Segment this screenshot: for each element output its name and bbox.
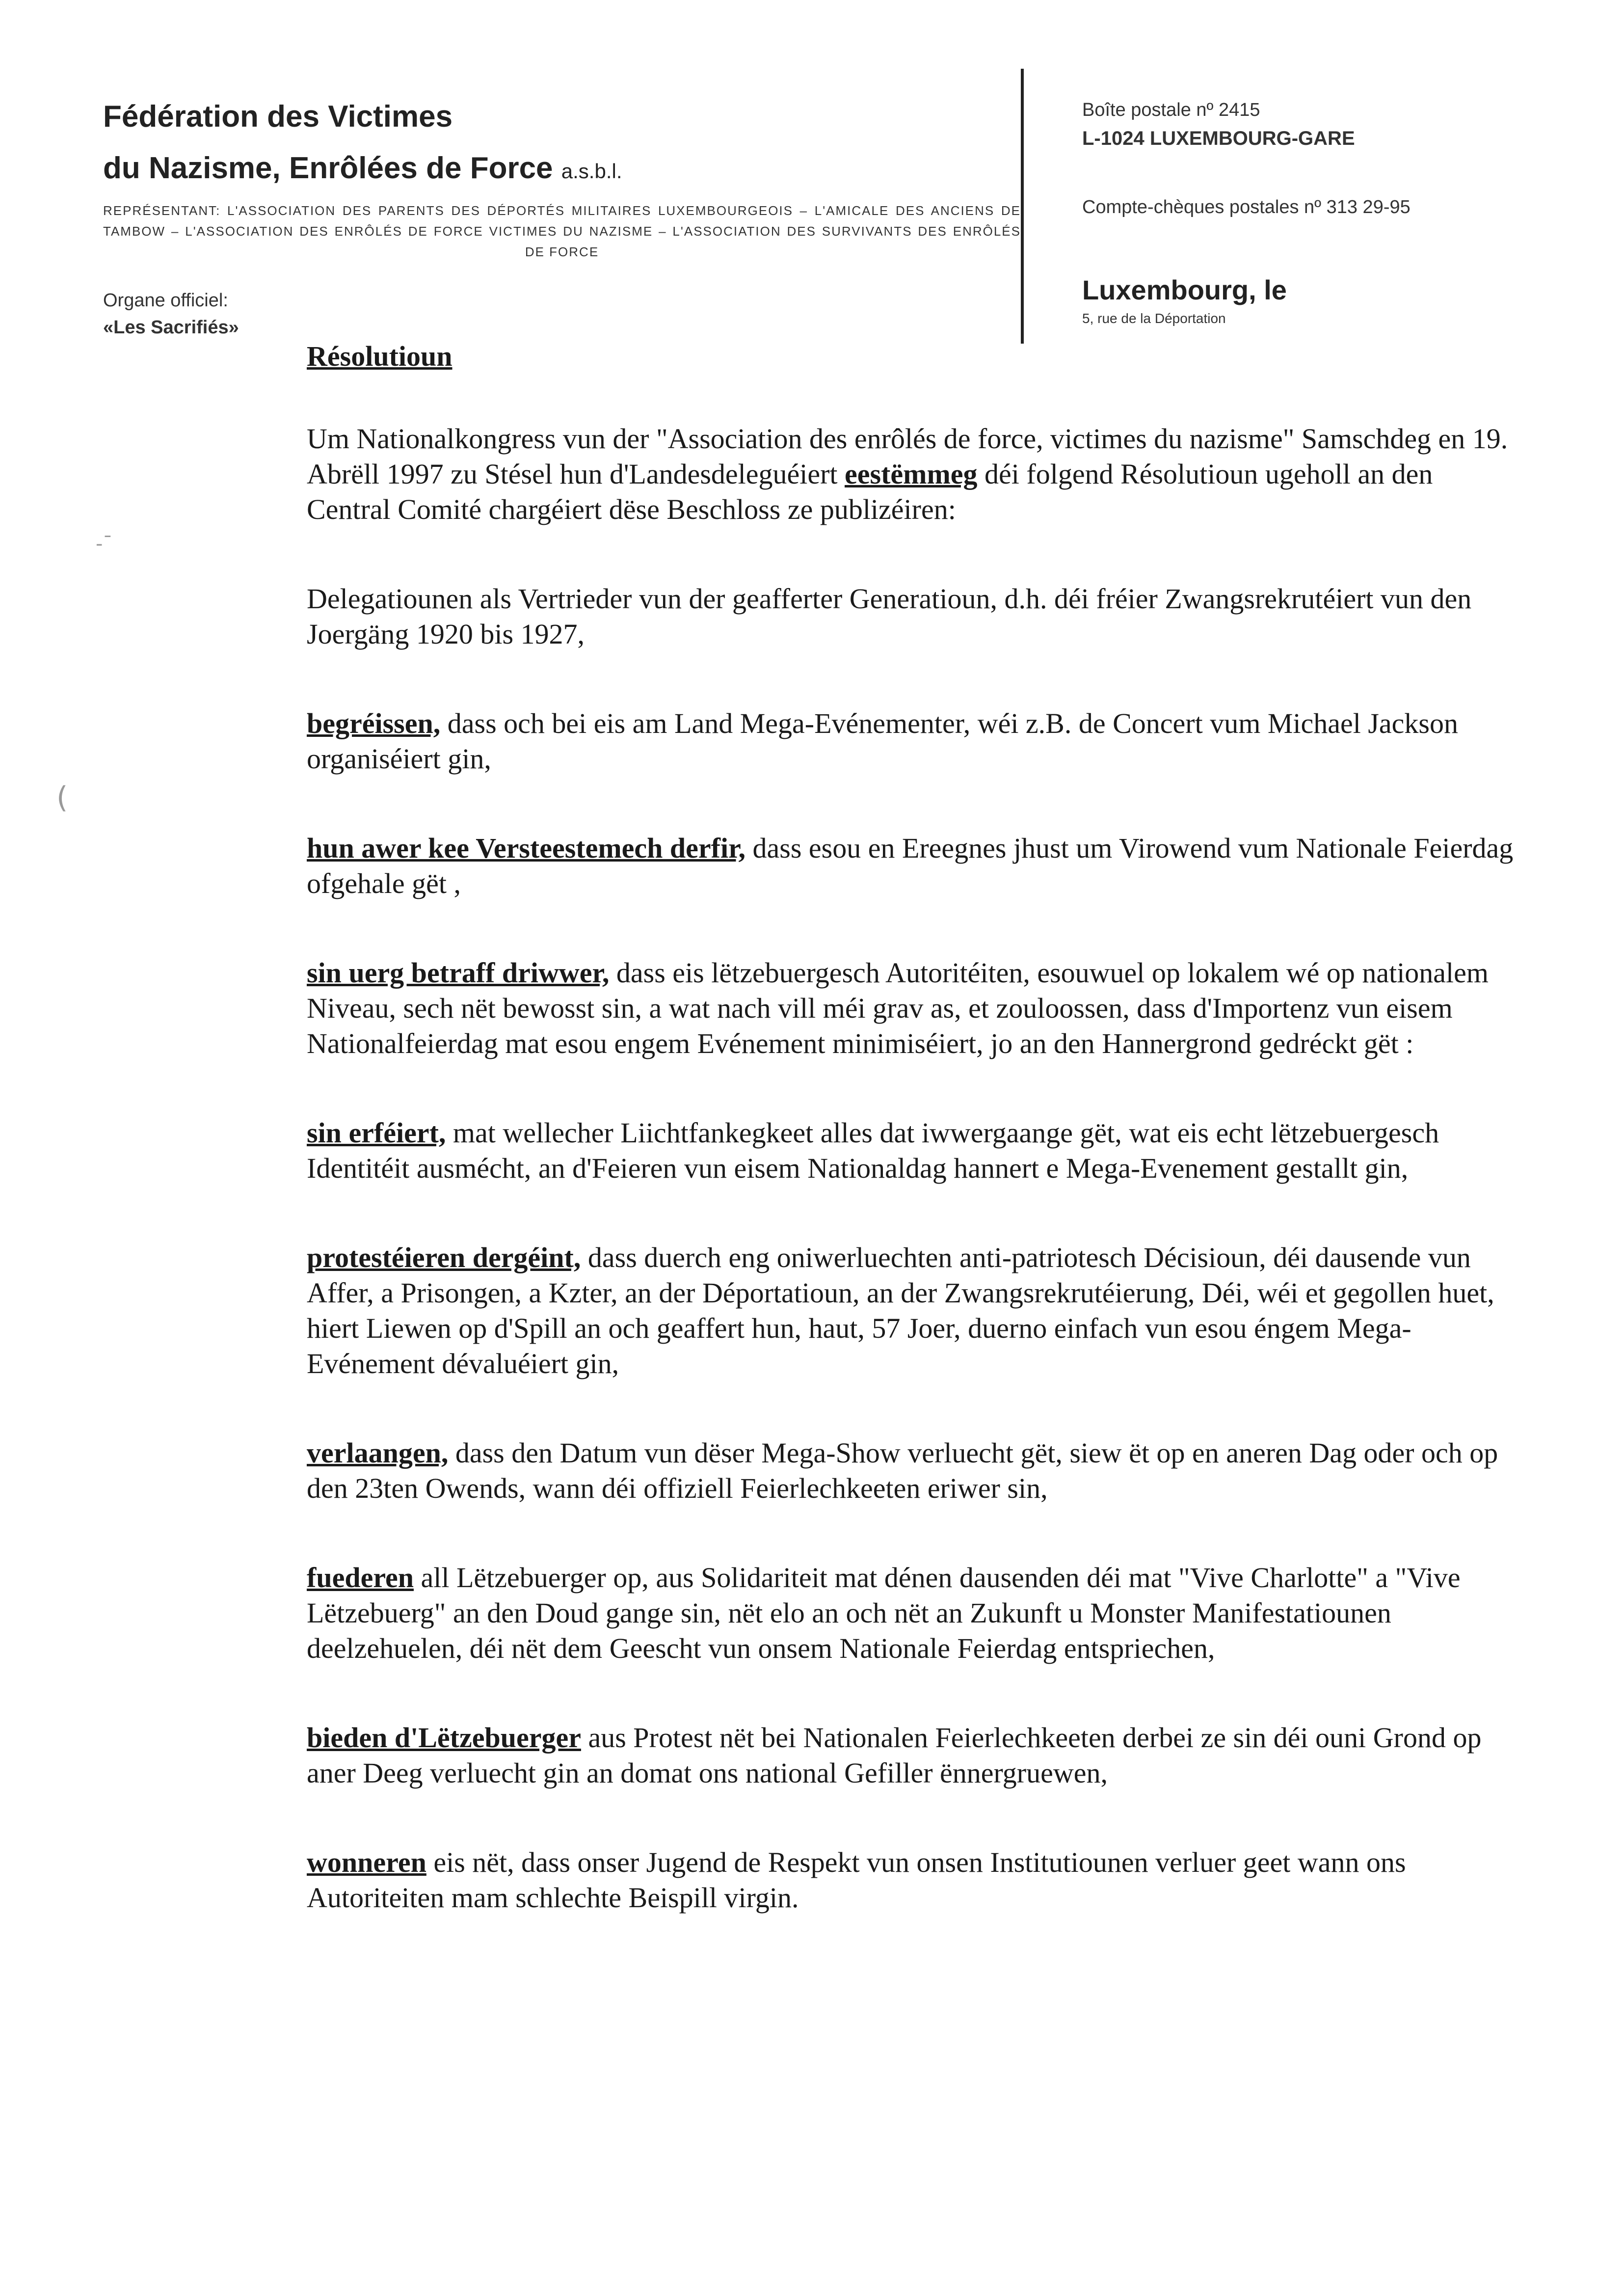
delegation-paragraph: Delegatiounen als Vertrieder vun der geafferter Generatioun, d.h. déi fréier Zwangsrekrutéiert vun den Joergäng 1920 bis 1927, xyxy=(307,583,1472,650)
paragraph-text: all Lëtzebuerger op, aus Solidariteit mat dénen dausenden déi mat "Vive Charlotte" a "Vive Lëtzebuerg" an den Doud gange sin, nët elo an och nët an Zukunft u Monster Manifestatiounen deelzehuelen, déi nët dem Geescht vun onsem Nationale Feierdag entspriechen, xyxy=(307,1562,1461,1664)
paragraph-keyword: fuederen xyxy=(307,1562,414,1594)
intro-text-after: déi folgend Résolutioun ugeholl an den Central Comité chargéiert dëse Beschloss ze publizéiren: xyxy=(307,458,1433,525)
resolution-paragraph xyxy=(307,1560,1514,1666)
organe-block xyxy=(103,287,447,341)
paragraph-text: dass duerch eng oniwerluechten anti-patriotesch Décisioun, déi dausende vun Affer, a Prisongen, a Kzter, an der Déportatioun, an der Zwangsrekrutéierung, Déi, wéi et gegollen huet, hiert Liewen op d'Spill an och geaffert hun, haut, 57 Joer, duerno einfach vun esou éngem Mega-Evénement dévaluéiert gin, xyxy=(307,1242,1494,1379)
paragraph-keyword: wonneren xyxy=(307,1846,426,1878)
intro-keyword: eestëmmeg xyxy=(845,458,978,490)
intro-paragraph xyxy=(307,421,1514,527)
representant-text: REPRÉSENTANT: L'ASSOCIATION DES PARENTS DES DÉPORTÉS MILITAIRES LUXEMBOURGEOIS – L'AMICALE DES ANCIENS DE TAMBOW – L'ASSOCIATION DES ENRÔLÉS DE FORCE VICTIMES DU NAZISME – L'ASSOCIATION DES SURVIVANTS DES ENRÔLÉS DE FORCE xyxy=(103,203,1021,259)
paragraph-text: aus Protest nët bei Nationalen Feierlechkeeten derbei ze sin déi ouni Grond op aner Deeg verluecht gin an domat ons national Gefiller ënnergruewen, xyxy=(307,1722,1482,1789)
organe-name: «Les Sacrifiés» xyxy=(103,317,239,338)
resolution-paragraph xyxy=(307,706,1514,777)
paragraph-keyword: begréissen, xyxy=(307,707,441,739)
resolution-paragraph xyxy=(307,1720,1514,1791)
paragraph-keyword: protestéieren dergéint, xyxy=(307,1242,581,1273)
resolution-paragraph xyxy=(307,1115,1514,1186)
paragraph-text: dass och bei eis am Land Mega-Evénementer, wéi z.B. de Concert vum Michael Jackson organiséiert gin, xyxy=(307,707,1458,775)
street-address: 5, rue de la Déportation xyxy=(1082,311,1226,326)
organization-title xyxy=(103,91,977,197)
resolution-paragraph xyxy=(307,1845,1514,1916)
organe-label: Organe officiel: xyxy=(103,290,228,311)
resolution-paragraph xyxy=(307,831,1514,901)
paragraph-keyword: hun awer kee Versteestemech derfir, xyxy=(307,832,745,864)
compte-cheques: Compte-chèques postales nº 313 29-95 xyxy=(1082,197,1410,217)
resolution-body xyxy=(307,339,1514,1970)
paragraph-text: eis nët, dass onser Jugend de Respekt vun onsen Institutiounen verluer geet wann ons Autoriteiten mam schlechte Beispill virgin. xyxy=(307,1846,1406,1914)
paragraph-keyword: bieden d'Lëtzebuerger xyxy=(307,1722,581,1754)
scan-mark: -ˉ xyxy=(96,533,113,555)
paragraph-keyword: verlaangen, xyxy=(307,1437,449,1469)
paragraph-text: dass den Datum vun dëser Mega-Show verluecht gët, siew ët op en aneren Dag oder och op den 23ten Owends, wann déi offiziell Feierlechkeeten eriwer sin, xyxy=(307,1437,1498,1504)
org-legal-suffix: a.s.b.l. xyxy=(561,160,622,183)
city-date-line: Luxembourg, le xyxy=(1082,274,1287,305)
resolution-paragraph xyxy=(307,1435,1514,1506)
boite-postale: Boîte postale nº 2415 xyxy=(1082,100,1260,120)
paragraph-keyword: sin uerg betraff driwwer, xyxy=(307,957,610,989)
paragraph-text: mat wellecher Liichtfankegkeet alles dat iwwergaange gët, wat eis echt lëtzebuergesch Identitéit ausmécht, an d'Feieren vun eisem Nationaldag hannert e Mega-Evenement gestallt gin, xyxy=(307,1117,1439,1184)
paragraph-text: dass esou en Ereegnes jhust um Virowend vum Nationale Feierdag ofgehale gët , xyxy=(307,832,1514,899)
resolution-paragraph xyxy=(307,955,1514,1061)
org-name-line1: Fédération des Victimes xyxy=(103,100,453,134)
letterhead-divider xyxy=(1021,69,1024,344)
paragraph-text: dass eis lëtzebuergesch Autoritéiten, esouwuel op lokalem wé op nationalem Niveau, sech nët bewosst sin, a wat nach vill méi grav as, et zouloossen, dass d'Importenz vun eisem Nationalfeierdag mat esou engem Evénement minimiséiert, jo an den Hannergrond gedréckt gët : xyxy=(307,957,1489,1059)
resolution-paragraph xyxy=(307,1240,1514,1381)
postal-code: L-1024 LUXEMBOURG-GARE xyxy=(1082,128,1355,149)
address-block xyxy=(1082,96,1573,327)
scan-mark: ( xyxy=(56,781,68,815)
resolution-heading: Résolutioun xyxy=(307,340,452,372)
paragraph-keyword: sin erféiert, xyxy=(307,1117,446,1149)
intro-text-before: Um Nationalkongress vun der "Association des enrôlés de force, victimes du nazisme" Samschdeg en 19. Abrëll 1997 zu Stésel hun d'Landesdeleguéiert xyxy=(307,423,1508,490)
org-name-line2: du Nazisme, Enrôlées de Force xyxy=(103,151,553,185)
